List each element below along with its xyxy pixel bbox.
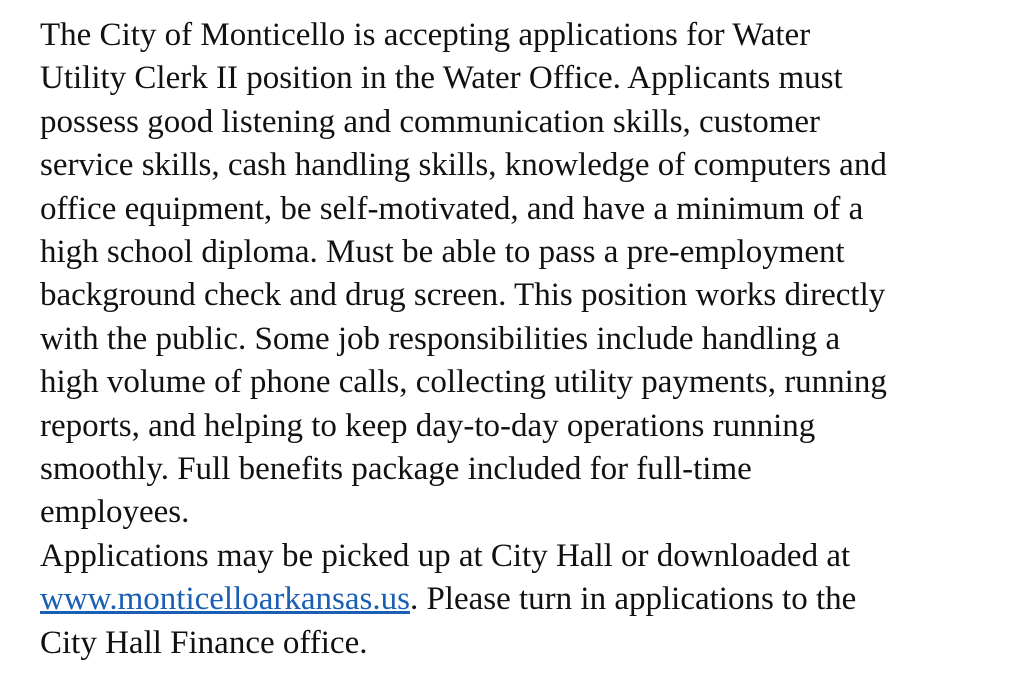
- notice-line: with the public. Some job responsibilities include handling a: [40, 320, 841, 357]
- notice-line: Utility Clerk II position in the Water Office. Applicants must: [40, 60, 843, 97]
- notice-line: background check and drug screen. This position works directly: [40, 277, 886, 314]
- link-line: [40, 578, 1000, 621]
- notice-line: office equipment, be self-motivated, and have a minimum of a: [40, 190, 864, 227]
- notice-line: The City of Monticello is accepting applications for Water: [40, 17, 811, 53]
- notice-line: reports, and helping to keep day-to-day operations running: [40, 407, 816, 444]
- notice-line: service skills, cash handling skills, knowledge of computers and: [40, 147, 887, 184]
- finance-office-line: City Hall Finance office.: [40, 624, 368, 661]
- job-notice: [40, 14, 1000, 665]
- notice-line: possess good listening and communication skills, customer: [40, 103, 821, 140]
- website-link[interactable]: www.monticelloarkansas.us: [40, 581, 410, 618]
- notice-line: smoothly. Full benefits package included for full-time: [40, 451, 752, 488]
- notice-line: high school diploma. Must be able to pass a pre-employment: [40, 234, 845, 271]
- applications-line: Applications may be picked up at City Hall or downloaded at: [40, 537, 851, 574]
- instructions-text: . Please turn in applications to the: [409, 581, 857, 618]
- notice-line: employees.: [40, 494, 190, 531]
- notice-line: high volume of phone calls, collecting utility payments, running: [40, 364, 887, 401]
